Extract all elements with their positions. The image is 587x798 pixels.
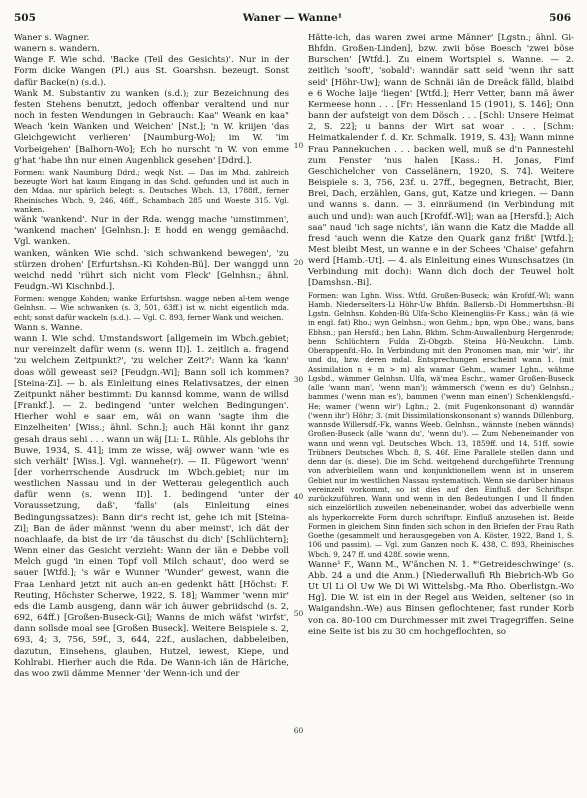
entry-wann-noun: Wann s. Wanne. [14, 322, 83, 333]
note-wanken-forms: Formen: wengge Kohden; wanke Erfurtshsn. wagge neben al-tem wenge Gelnhsn. — Wie schwanken (s. 3, 501, 63ff.) ist w. nicht eigentlich mda. echt; sonst dafür wackeln (s.d.). — Vgl. C. 893, ferner Wank und weichen. [14, 294, 289, 322]
note-wank-forms: Formen: wank Naumburg Ddrd.; weqk Nst. — Das im Mhd. zahlreich bezeugte Wort hat kaum Eingang in das Schd. gefunden und ist auch in den Mdaa. nur spärlich belegt: s. Deutsches Wbch. 13, 1788ff., ferner Rheinisches Wbch. 9, 246, 46ff., Schambach 285 und Woeste 315. Vgl. wanken. [14, 167, 289, 214]
entry-waenk: wänk 'wankend'. Nur in der Rda. wengg mache 'umstimmen', 'wankend machen' [Gelnhsn.]: E hodd en wengg gemäachd. Vgl. wanken. [14, 215, 289, 248]
entry-wanken: wanken, wänken Wie schd. 'sich schwankend bewegen', 'zu stürzen drohen' [Erfurtshsn.-Ki Kohden-Bü]. Der wanggd unn weichd nedd 'rührt sich nicht vom Fleck' [Gelnhsn.; ähnl. Feudgn.-Wi Kischnbd.]. [14, 248, 289, 293]
line-number: 10 [293, 141, 304, 150]
line-number: 20 [293, 258, 304, 267]
entry-wank: Wank M. Substantiv zu wanken (s.d.); zur Bezeichnung des festen Stehens benutzt, jedoch offenbar veraltend und nur noch in festen Wendungen in Gebrauch: Kaa" Weank en kaa" Weach 'kein Wanken und Weichen' [Nst.]; 'n W. kriijen 'das Gleichgewicht verlieren' [Naumburg-Wo]; im W. 'im Vorbeigehen' [Balhorn-Wo]; Ech ho nurscht 'n W. von emme g'hat 'habe ihn nur einen Augenblick gesehen' [Ddrd.]. [14, 88, 289, 166]
entry-wanne: Wanne¹ F., Wann M., W'änchen N. 1. *'Getreideschwinge' (s. Abb. 24 a und die Anm.) [Niederwallufi Rh Biebrich-Wb Go Ut Ul Li Ol Uw We Di Wi Wittelsbg.-Ma Rho. Oberlistgn.-Wo Hg]. Die W. ist ein in der Regel aus Weiden, seltener (so in Waigandshn.-We) aus Binsen geflochtener, fast runder Korb von ca. 80-100 cm Durchmesser mit zwei Tragegriffen. Seine eine Seite ist bis zu 30 cm hochgeflochten, so [308, 559, 574, 637]
page-header [14, 11, 571, 25]
line-number: 30 [293, 375, 304, 384]
running-head: Waner — Wanne¹ [242, 12, 343, 24]
entry-wann-continued: Hätte-ich, das waren zwei arme Männer' [Lgstn.; ähnl. Gi-Bhfdn. Großen-Linden], bzw. zwii böse Boesch 'zwei böse Burschen' [Wtfd.]. Zu einem Wortspiel s. Wanne. — 2. zeitlich 'sooft', 'sobald': wanndär satt seid 'wenn ihr satt seid' [Höhr-Uw]; wann de Schnäi iän de Dreäck fälld, blaibd e 6 Woche laije 'liegen' [Wtfd.]; Herr Vetter, bann mä äwer Kermeese honn . . . [Fr: Hessenland 15 (1901), S. 146]; Onn bann der aufsteigt von dem Dösch . . . [Schl: Unsere Heimat 2, S. 22]; u banns der Wirt sat woar . . . [Schm: Heimatkalender f. d. Kr. Schmalk. 1919, S. 43]; Wann minne Frau Pannekuchen . . . backen well, muß se d'n Pannestehl zum Fenster 'nus halen [Kass.: H. Jonas, Fimf Geschichelcher von Casselänern, 1920, S. 74]. Weitere Beispiele s. 3, 756, 23f. u. 27ff., begegnen, Betracht, Bier, Brei, Dach, erzählen, Gans, gut, Katze und kriegen. — Dann und wanns s. dann. — 3. einräumend (in Verbindung mit auch und und): wan auch [Krofdf.-Wl]; wan aa [Hersfd.]; Aich saa" naud 'ich sage nichts', iän wann die Katz die Madde all fresd 'auch wenn die Katze den Quark ganz frißt' [Wtfd.]; Mest bleibt Mest, un wanne e in der Schees 'Chaise' gefahrn werd [Hamb.-Ut]. — 4. als Einleitung eines Wunschsatzes (in Verbindung mit doch): Wann dich doch der Teuwel holt [Damshsn.-Bi]. [308, 33, 574, 289]
left-column [14, 33, 289, 794]
entry-wanern: wanern s. wandern. [14, 44, 100, 55]
line-number: 40 [293, 492, 304, 501]
note-wann-forms: Formen: wan Lghn. Wiss. Wtfd. Großen-Buseck; wän Krofdf.-Wl; wann Hamb. Niederselters-Li Höhr-Uw Bhfdn. Ballersb.-Di Hommertshsn.-Bi Lgstn. Gelnhsn. Kohden-Bü Ulfa-Scho Kleinengliis-Fr Kass.; wän (ä wie in engl. fat) Rho.; wyn Gelnhsn.; won Gehm.; bpn, wpn Obe.; wans, bans Ebhsn.; pan Hersfd.; ben Lahn. Bkhm. Schm-Auwallenburg Hergenrode; benn Schlüchtern Fulda Zi-Obgzb. Steina Hü-Neukchn. Limb. Oberappenfd.-Ho. In Verbindung mit den Pronomen man, mir 'wir', ihr und du, bzw. deren mdal. Entsprechungen erscheint wann 1. (mit Assimilation n + m > m) als wamar Gehm., wamer Lghn., wähme Lgsbd., wämmer Gelnhsn. Ulfa, wä'mea Eschr., wamer Großen-Buseck (alle 'wann man', 'wenn man'); wämmersch ('wenn es du') Gelnhsn.; bammes ('wenn man es'), bammen ('wenn man einen') Schenklengsfd.-He; wamer ('wenn wir') Lghn.; 2. (mit Fugenkonsonant d) wanndär ('wenn ihr') Höhr; 3. (mit Dissimilationskonsonant s) wannds Dillenburg, wannsde Willersdf.-Fk, wanns Weeb. Gelnhsn., wännste (neben wännds) Großen-Buseck (alle 'wann du', 'wenn du'). — Zum Nebeneinander von wann und wenn vgl. Deutsches Wbch. 13, 1859ff. und 14, 51ff. sowie Trübners Deutsches Wbch. 8, S. 46f. Eine Parallele stellen dann und denn dar (s. diese). Die im Schd. weitgehend durchgeführte Trennung von adverbiellem wann und konjunktionellem wenn ist in unserem Gebiet nur im westlichen Nassau systematisch. Wenn sie darüber hinaus vereinzelt vorkommt, so ist dies auf den Einfluß der Schriftspr. zurückzuführen. Wann und wenn in den Bedeutungen I und II finden sich einzelörtlich zuweilen nebeneinander, wobei das adverbielle wenn als hyperkorrekte Form durch schriftspr. Einfluß anzusehen ist. Beide Formen in gleichem Sinn finden sich schon in den Briefen der Frau Rath Goethe (gesammelt und herausgegeben von A. Köster, 1922, Band 1, S. 106 und passim). — Vgl. zum Ganzen noch K. 438, C. 893, Rheinisches Wbch. 9, 247 ff. und 428f. sowie wenn. [308, 290, 574, 559]
line-number: 60 [293, 726, 304, 735]
entry-wann: wann I. Wie schd. Umstandswort [allgemein im Wbch.gebiet; nur vereinzelt dafür wenn (s. wenn II)]. 1. zeitlich a. fragend 'zu welchem Zeitpunkt?', 'zu welcher Zeit?': Wann ka 'kann' doas wöll geweast sei? [Feudgn.-Wi]; Bann soll ich kommen? [Steina-Zi]. — b. als Einleitung eines Relativsatzes, der einen Zeitpunkt näher bestimmt: Du kannsd komme, wann de willsd [Frankf.]. — 2. bedingend 'unter welchen Bedingungen'. Hierher wohl e saar em, wäi on wann 'sagte ihm die Einzelheiten' [Wiss.; ähnl. Schn.]; auch Häi konnt ihr ganz gesah draus sehi . . . wann un wäj [Li: L. Rühle. Als geblohs ihr Buwe, 1934, S. 41]; imm ze wisse, wäj owwer wann 'wie es sich verhält' [Wiss.]. Vgl. wannehe(r). — II. Fügewort 'wenn' [der vorherrschende Ausdruck im Wbch.gebiet; nur im westlichen Nassau und in der Wetterau gelegentlich auch dafür wenn (s. wenn II)]. 1. bedingend 'unter der Voraussetzung, daß', 'falls' (als Einleitung eines Bedingungssatzes): Bann dir's recht ist, gehe ich mit [Steina-Zi]; Ban de äder männst 'wenn du aber meinst', ich dät der noachlaafe, da bist de irr 'da täuschst du dich' [Schlüchtern]; Wenn einer das Gesicht verzieht: Wann der iän e Debbe voll Melch gugd 'in einen Topf voll Milch schaut', doo werd se sauer [Wtfd.]; 's wär e Wunner 'Wunder' gewest, wann die Fraa Lenhard jetzt nit auch an-en gedenkt hätt [Höchst: F. Reuting, Höchster Scherwe, 1922, S. 18]; Wammer 'wenn mir' eds die Lamb ausgeng, dann wär ich äuwer gebriidschd (s. 2, 692, 64ff.) [Großen-Buseck-Gi]; Wanns de mich wäfst 'wirfst', dann sollsde moal see [Großen Buseck]. Weitere Beispiele s. 2, 693, 4; 3, 756, 59f., 3, 644, 22f., auslachen, dabbeleiben, dazutun, Einsehens, glauben, Hutzel, iewest, Kiepe, und Kohlrabi. Hierher auch die Rda. De Wann-ich iän de Häriche, das woo zwii dämme Menner 'der Wenn-ich und der [14, 334, 289, 679]
line-number: 50 [293, 609, 304, 618]
page-number-right: 506 [549, 12, 571, 24]
entry-waner: Waner s. Wagner. [14, 33, 90, 43]
page-number-left: 505 [14, 12, 36, 24]
entry-wange: Wange F. Wie schd. 'Backe (Teil des Gesichts)'. Nur in der Form dicke Wangen (Pl.) aus St. Goarshsn. bezeugt. Sonst dafür Backe(n) (s.d.). [14, 55, 289, 88]
right-column [308, 33, 574, 794]
